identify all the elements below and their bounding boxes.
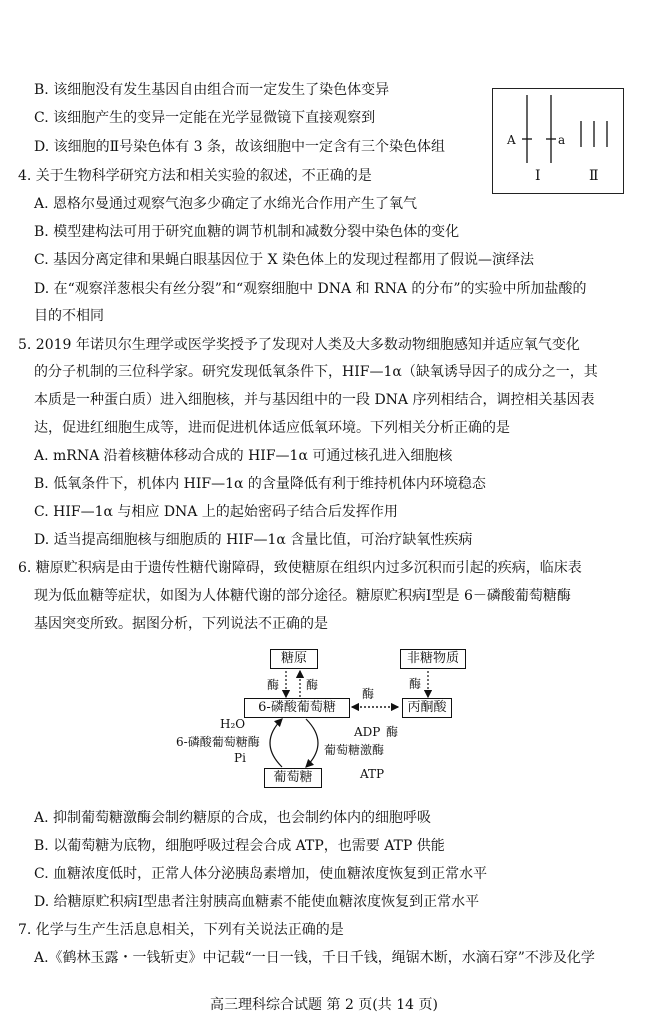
q5-stem-line4: 达，促进红细胞生成等，进而促进机体适应低氧环境。下列相关分析正确的是 [34, 420, 510, 436]
h2o-label: H₂O [220, 717, 246, 731]
q6-option-b: B. 以葡萄糖为底物，细胞呼吸过程会合成 ATP，也需要 ATP 供能 [34, 838, 445, 854]
q4-option-b: B. 模型建构法可用于研究血糖的调节机制和减数分裂中染色体的变化 [34, 224, 460, 240]
glycogen-box: 糖原 [270, 649, 318, 669]
q5-option-c: C. HIF—1α 与相应 DNA 上的起始密码子结合后发挥作用 [34, 504, 398, 520]
q5-option-b: B. 低氧条件下，机体内 HIF—1α 的含量降低有利于维持机体内环境稳态 [34, 476, 486, 492]
chromosome-figure [492, 88, 624, 194]
sugar-metabolism-diagram [170, 641, 470, 791]
q6-stem-line3: 基因突变所致。据图分析，下列说法不正确的是 [34, 616, 328, 632]
non-sugar-substance-box: 非糖物质 [400, 649, 466, 669]
enzyme-label-1: 酶 [267, 678, 280, 692]
hexokinase-label: 葡萄糖激酶 [324, 743, 385, 757]
q5-option-d: D. 适当提高细胞核与细胞质的 HIF—1α 含量比值，可治疗缺氧性疾病 [34, 532, 473, 548]
glucose-box: 葡萄糖 [264, 768, 322, 788]
allele-A-label: A [507, 133, 516, 147]
q6-option-d: D. 给糖原贮积病Ⅰ型患者注射胰高血糖素不能使血糖浓度恢复到正常水平 [34, 894, 480, 910]
enzyme-label-4: 酶 [362, 687, 375, 701]
adp-label: ADP [354, 725, 381, 739]
q7-stem: 7. 化学与生产生活息息相关，下列有关说法正确的是 [18, 922, 344, 938]
pyruvate-box: 丙酮酸 [402, 698, 452, 718]
chromosome-I-label: Ⅰ [535, 168, 541, 184]
q5-stem-line2: 的分子机制的三位科学家。研究发现低氧条件下，HIF—1α（缺氧诱导因子的成分之一，其 [34, 364, 598, 380]
atp-label: ATP [360, 767, 385, 781]
q4-stem: 4. 关于生物科学研究方法和相关实验的叙述，不正确的是 [18, 168, 372, 184]
q3-option-c: C. 该细胞产生的变异一定能在光学显微镜下直接观察到 [34, 110, 376, 126]
q5-stem-line3: 本质是一种蛋白质）进入细胞核，并与基因组中的一段 DNA 序列相结合，调控相关基因表 [34, 392, 595, 408]
enzyme-label-3: 酶 [409, 677, 422, 691]
allele-a-label: a [558, 133, 566, 147]
q6-stem-line2: 现为低血糖等症状，如图为人体糖代谢的部分途径。糖原贮积病Ⅰ型是 6－磷酸葡萄糖酶 [34, 588, 571, 604]
q6-option-c: C. 血糖浓度低时，正常人体分泌胰岛素增加，使血糖浓度恢复到正常水平 [34, 866, 488, 882]
q4-option-d-line1: D. 在“观察洋葱根尖有丝分裂”和“观察细胞中 DNA 和 RNA 的分布”的实验中所加盐酸的 [34, 281, 587, 297]
glucose-6-phosphate-box: 6-磷酸葡萄糖 [244, 698, 350, 718]
q3-option-d: D. 该细胞的Ⅱ号染色体有 3 条，故该细胞中一定含有三个染色体组 [34, 139, 445, 155]
q4-option-a: A. 恩格尔曼通过观察气泡多少确定了水绵光合作用产生了氧气 [34, 196, 418, 212]
q4-option-d-line2: 目的不相同 [34, 308, 104, 324]
chromosome-II-label: Ⅱ [589, 168, 599, 184]
pi-label: Pi [234, 751, 246, 765]
q6-stem-line1: 6. 糖原贮积病是由于遗传性糖代谢障碍，致使糖原在组织内过多沉积而引起的疾病，临床表 [18, 560, 582, 576]
q5-stem-line1: 5. 2019 年诺贝尔生理学或医学奖授予了发现对人类及大多数动物细胞感知并适应氧气变化 [18, 337, 580, 353]
q5-option-a: A. mRNA 沿着核糖体移动合成的 HIF—1α 可通过核孔进入细胞核 [34, 448, 453, 464]
page-footer: 高三理科综合试题 第 2 页(共 14 页) [210, 997, 438, 1013]
q4-option-c: C. 基因分离定律和果蝇白眼基因位于 X 染色体上的发现过程都用了假说—演绎法 [34, 252, 534, 268]
enzyme-label-5: 酶 [386, 725, 399, 739]
g6pase-label: 6-磷酸葡萄糖酶 [176, 735, 260, 749]
q3-option-b: B. 该细胞没有发生基因自由组合而一定发生了染色体变异 [34, 82, 390, 98]
enzyme-label-2: 酶 [306, 678, 319, 692]
q7-option-a: A.《鹤林玉露・一钱斩吏》中记载“一日一钱，千日千钱，绳锯木断，水滴石穿”不涉及化学 [34, 950, 595, 966]
q6-option-a: A. 抑制葡萄糖激酶会制约糖原的合成，也会制约体内的细胞呼吸 [34, 810, 432, 826]
